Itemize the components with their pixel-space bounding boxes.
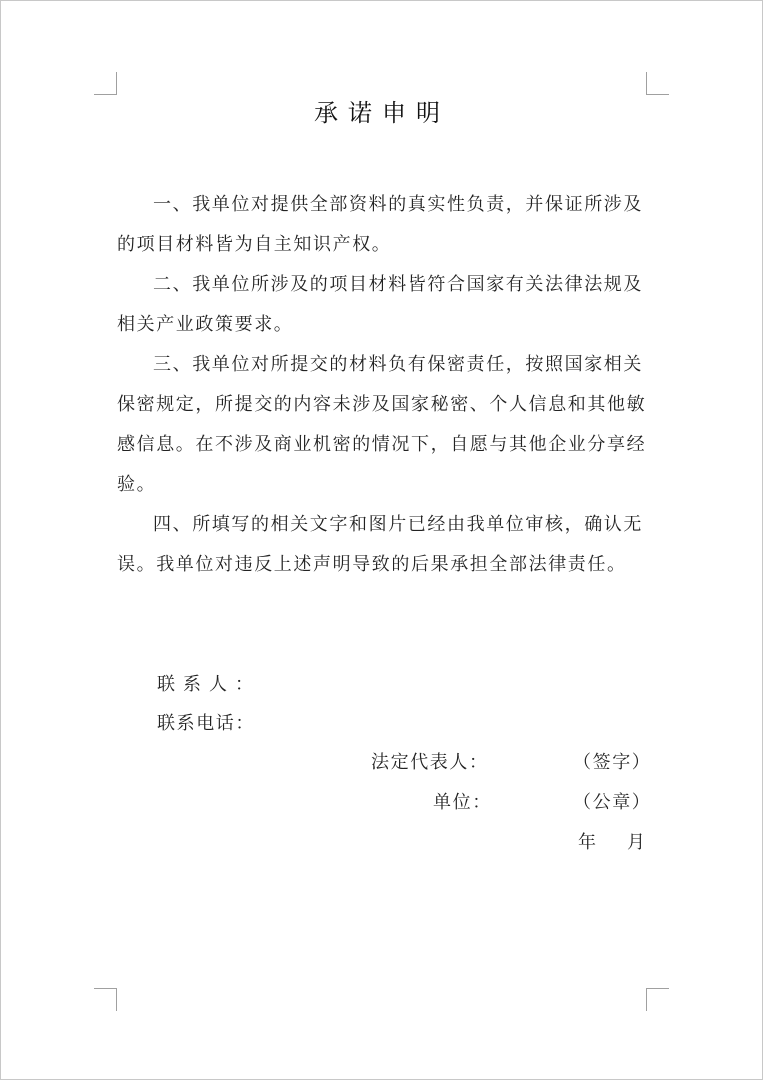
contact-phone-label: 联系电话： xyxy=(157,713,255,734)
paragraph-2: 二、我单位所涉及的项目材料皆符合国家有关法律法规及相关产业政策要求。 xyxy=(117,274,643,335)
crop-mark-top-left xyxy=(94,72,117,95)
document-body xyxy=(117,185,647,585)
crop-mark-top-right xyxy=(646,72,669,95)
legal-rep-label: 法定代表人： xyxy=(371,752,489,773)
unit-label: 单位： xyxy=(433,792,492,813)
crop-mark-bottom-right xyxy=(646,988,669,1011)
legal-rep-signature-note: （签字） xyxy=(573,752,652,773)
document-title: 承诺申明 xyxy=(314,99,450,127)
month-label: 月 xyxy=(627,832,647,853)
paragraph-3: 三、我单位对所提交的材料负有保密责任，按照国家相关保密规定，所提交的内容未涉及国家秘密、个人信息和其他敏感信息。在不涉及商业机密的情况下，自愿与其他企业分享经验。 xyxy=(117,354,647,495)
paragraph-4: 四、所填写的相关文字和图片已经由我单位审核，确认无误。我单位对违反上述声明导致的后果承担全部法律责任。 xyxy=(117,514,643,575)
paragraph-1: 一、我单位对提供全部资料的真实性负责，并保证所涉及的项目材料皆为自主知识产权。 xyxy=(117,194,643,255)
year-label: 年 xyxy=(578,832,598,853)
contact-person-label: 联系人： xyxy=(157,674,261,695)
unit-seal-note: （公章） xyxy=(573,792,652,813)
crop-mark-bottom-left xyxy=(94,988,117,1011)
